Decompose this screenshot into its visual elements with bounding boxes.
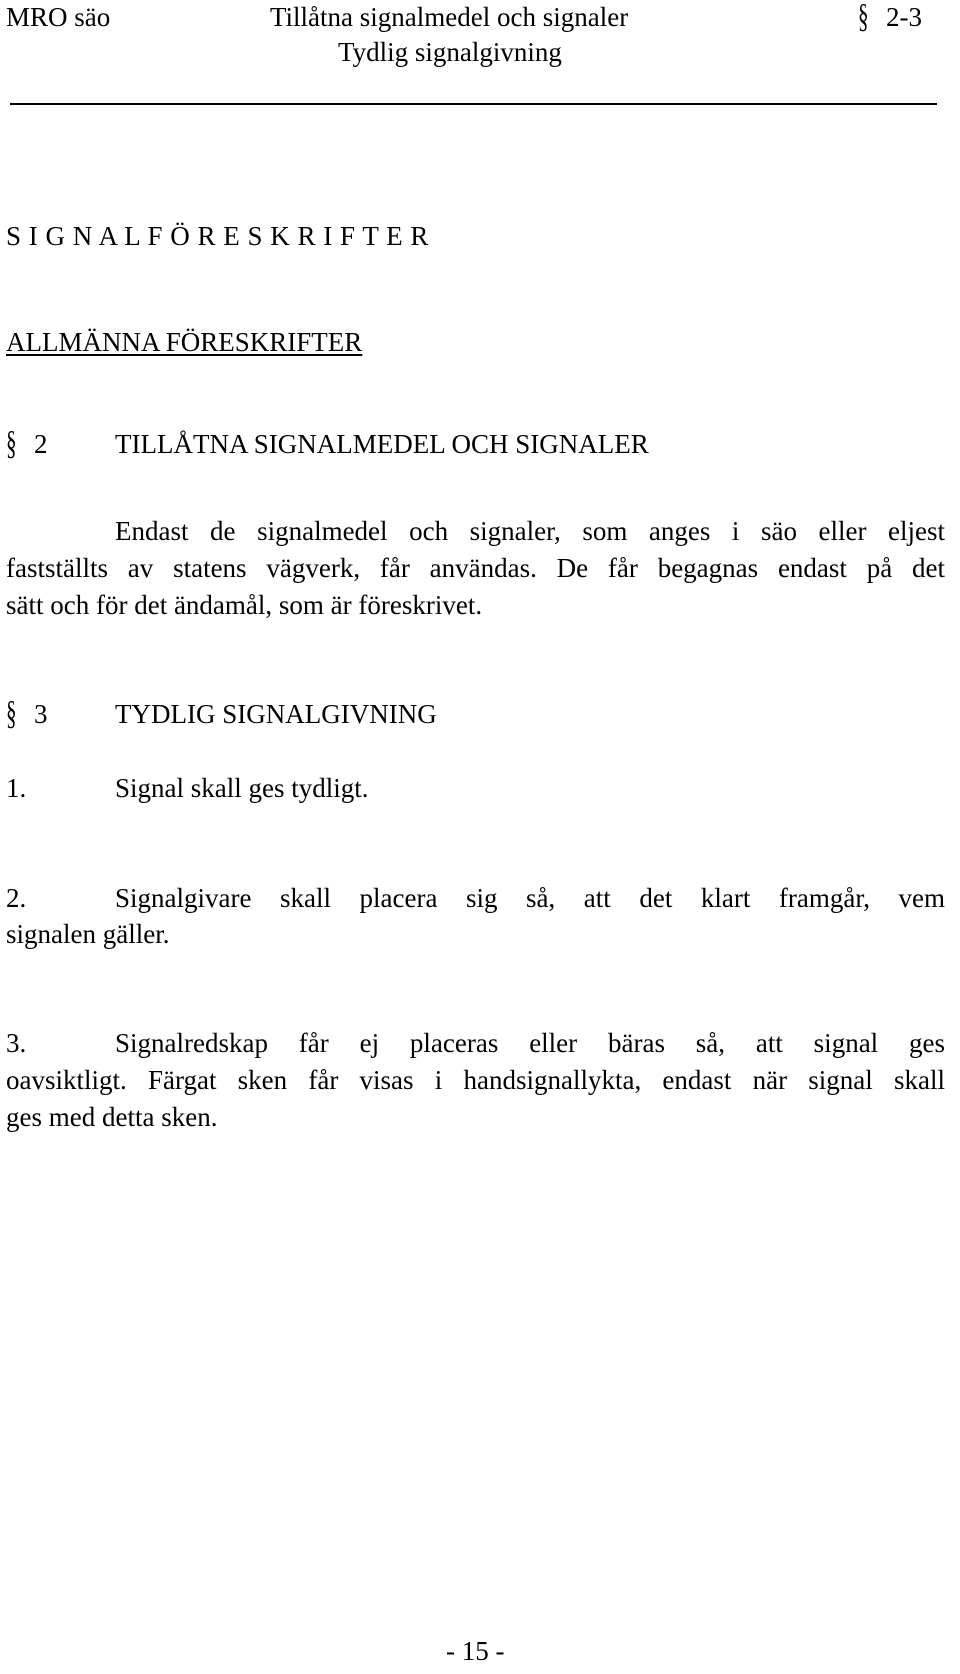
- item-3-number: 3.: [6, 1028, 27, 1058]
- header-section-number: 2-3: [886, 2, 922, 32]
- heading-allmanna-foreskrifter: ALLMÄNNA FÖRESKRIFTER: [6, 327, 363, 357]
- heading-signalforeskrifter: S I G N A L F Ö R E S K R I F T E R: [6, 221, 429, 251]
- item-3-text-line-2: oavsiktligt. Färgat sken får visas i handsignallykta, endast när signal skall: [6, 1065, 945, 1095]
- item-1-number: 1.: [6, 773, 27, 803]
- section-2-text-line-1: Endast de signalmedel och signaler, som anges i säo eller eljest: [115, 516, 945, 546]
- section-3-sign: §: [6, 695, 17, 732]
- header-subtitle: Tydlig signalgivning: [338, 37, 562, 67]
- item-2-number: 2.: [6, 883, 27, 913]
- section-2-sign: §: [6, 425, 17, 462]
- section-2-number: 2: [34, 429, 48, 459]
- section-3-number: 3: [34, 699, 48, 729]
- section-2-title: TILLÅTNA SIGNALMEDEL OCH SIGNALER: [115, 429, 649, 459]
- section-3-title: TYDLIG SIGNALGIVNING: [115, 699, 437, 729]
- header-section-sign: §: [858, 0, 869, 35]
- item-1-text: Signal skall ges tydligt.: [115, 773, 369, 803]
- header-title: Tillåtna signalmedel och signaler: [270, 2, 629, 32]
- item-3-text-line-3: ges med detta sken.: [6, 1102, 218, 1132]
- item-2-text-line-2: signalen gäller.: [6, 919, 170, 949]
- header-document-code: MRO säo: [6, 2, 111, 32]
- header-divider: [10, 103, 937, 105]
- page-number: - 15 -: [446, 1636, 505, 1666]
- section-2-text-line-2: fastställts av statens vägverk, får användas. De får begagnas endast på det: [6, 553, 945, 583]
- item-2-text-line-1: Signalgivare skall placera sig så, att det klart framgår, vem: [115, 883, 945, 913]
- section-2-text-line-3: sätt och för det ändamål, som är föreskrivet.: [6, 590, 483, 620]
- item-3-text-line-1: Signalredskap får ej placeras eller bäras så, att signal ges: [115, 1028, 945, 1058]
